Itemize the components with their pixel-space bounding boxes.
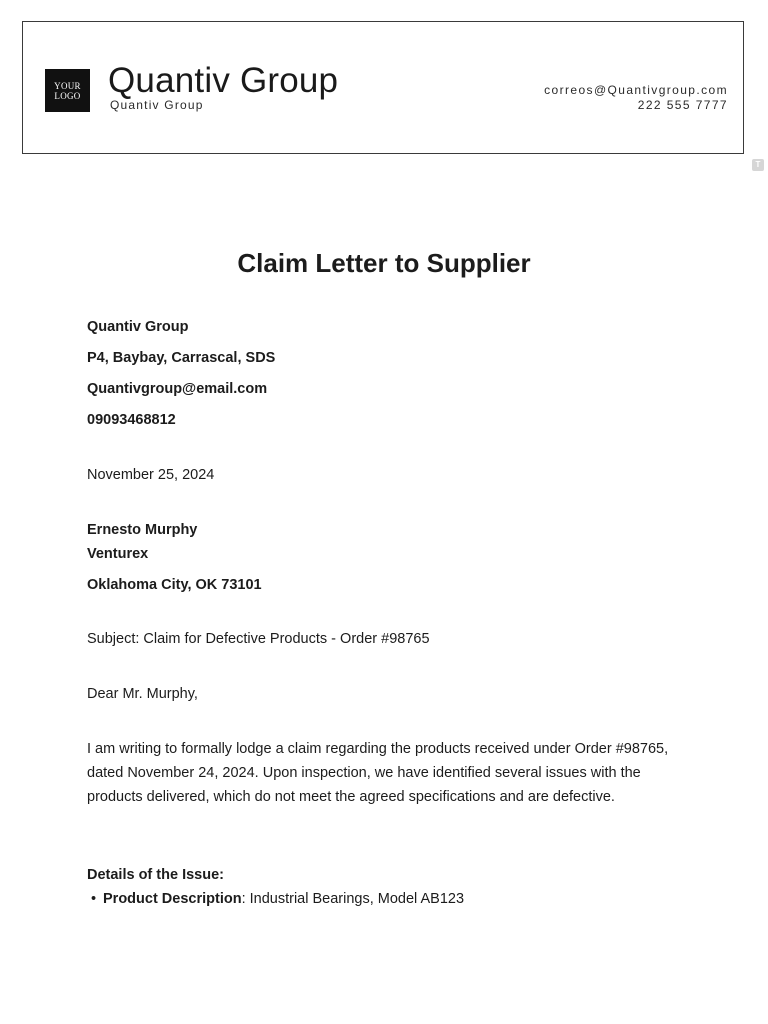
detail-value: : Industrial Bearings, Model AB123 [241,891,465,907]
page-title: Claim Letter to Supplier [237,248,531,278]
recipient-name: Ernesto Murphy [87,522,198,538]
logo-line-1: YOUR [54,80,81,91]
list-item [103,891,687,907]
sender-address: P4, Baybay, Carrascal, SDS [87,350,276,366]
company-name: Quantiv Group [108,61,339,100]
sender-email[interactable]: Quantivgroup@email.com [87,381,268,397]
letterhead [22,21,744,154]
detail-label: Product Description [103,891,242,907]
recipient-location: Oklahoma City, OK 73101 [87,577,262,593]
details-list [87,891,687,907]
letter-date: November 25, 2024 [87,467,215,483]
salutation: Dear Mr. Murphy, [87,686,198,702]
recipient-company: Venturex [87,546,149,562]
details-list-container [87,891,687,907]
text-tool-icon[interactable]: T [752,159,764,171]
sender-name: Quantiv Group [87,319,189,335]
header-email[interactable]: correos@Quantivgroup.com [544,83,728,97]
logo-placeholder [45,69,90,112]
company-subtitle: Quantiv Group [110,98,204,112]
header-contact [544,83,728,113]
body-paragraph: I am writing to formally lodge a claim regarding the products received under Order #98765, dated November 24, 2024. Upon inspection, we have identified several issues with the products delivered, which do not meet the agreed specifications and are defective. [87,741,669,805]
sender-phone: 09093468812 [87,412,176,428]
details-heading: Details of the Issue: [87,867,224,883]
header-phone: 222 555 7777 [637,98,728,112]
logo-line-2: LOGO [54,90,81,101]
letter-subject: Subject: Claim for Defective Products - Order #98765 [87,631,430,647]
